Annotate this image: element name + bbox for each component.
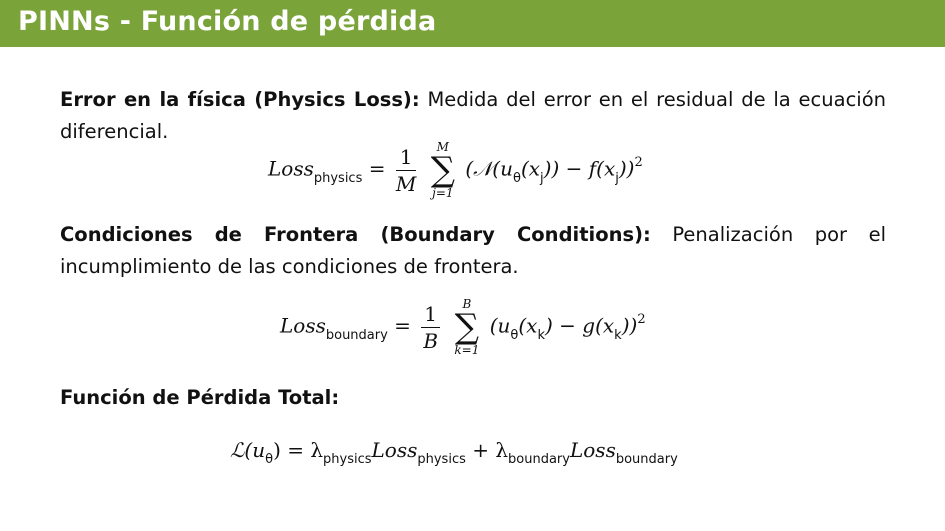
total-loss-heading: Función de Pérdida Total: xyxy=(60,386,340,409)
eq-physics-theta: θ xyxy=(512,170,521,186)
eq-total-lhs-close: ) = λ xyxy=(273,438,324,462)
eq-boundary-body2: (x xyxy=(518,313,538,338)
boundary-loss-equation: Loss$_{boundary}$ = $\frac{1}{B}$ B ∑ k=1 $(u_\theta(x_k) - g(x_k))^2$ xyxy=(280,297,646,357)
eq-total-term1: Loss xyxy=(371,438,418,462)
boundary-paragraph xyxy=(60,219,886,283)
eq-physics-lhs: Loss xyxy=(268,156,314,181)
physics-loss-heading: Error en la física (Physics Loss): xyxy=(60,88,420,111)
total-loss-paragraph xyxy=(60,382,886,414)
eq-physics-fraction xyxy=(396,144,416,197)
eq-boundary-fraction xyxy=(421,301,440,354)
boundary-heading: Condiciones de Frontera (Boundary Conditions): xyxy=(60,223,651,246)
eq-physics-body2: (x xyxy=(520,156,541,181)
eq-physics-idx: j xyxy=(540,170,544,186)
eq-physics-lhs-sub: physics xyxy=(313,170,363,186)
eq-total-lambda1-sub: physics xyxy=(323,452,372,467)
boundary-text: Penalización por el incumplimiento de las condiciones de frontera. xyxy=(60,223,886,278)
eq-physics-power: 2 xyxy=(634,154,643,170)
eq-boundary-lhs-sub: boundary xyxy=(325,327,388,343)
eq-physics-frac-den: M xyxy=(395,171,417,196)
eq-boundary-frac-den: B xyxy=(423,328,439,353)
slide-title: PINNs - Función de pérdida xyxy=(18,6,437,37)
eq-boundary-body: (u xyxy=(489,313,511,338)
physics-loss-paragraph xyxy=(60,84,886,148)
eq-boundary-lhs: Loss xyxy=(280,313,326,338)
eq-total-theta: θ xyxy=(265,452,274,467)
eq-total-lhs: ℒ(u xyxy=(230,438,266,462)
eq-physics-sum-lower: j=1 xyxy=(432,186,454,200)
eq-total-term1-sub: physics xyxy=(417,452,466,467)
eq-total-plus: + λ xyxy=(465,438,509,462)
eq-total-term2-sub: boundary xyxy=(615,452,678,467)
eq-boundary-sum: B ∑ k=1 xyxy=(454,297,480,357)
eq-boundary-idx: k xyxy=(537,327,545,343)
eq-boundary-sum-upper: B xyxy=(462,297,472,311)
eq-boundary-body3: ) − g(x xyxy=(545,313,615,338)
eq-boundary-sum-lower: k=1 xyxy=(454,343,480,357)
eq-boundary-body4: )) xyxy=(621,313,638,338)
eq-boundary-idx2: k xyxy=(614,327,622,343)
eq-boundary-power: 2 xyxy=(637,311,646,327)
total-loss-equation xyxy=(230,438,678,467)
physics-loss-text: Medida del error en el residual de la ecuación diferencial. xyxy=(60,88,887,143)
eq-physics-body4: )) xyxy=(618,156,635,181)
eq-boundary-theta: θ xyxy=(510,327,519,343)
eq-boundary-frac-num: 1 xyxy=(421,301,440,328)
eq-physics-idx2: j xyxy=(615,170,619,186)
eq-physics-body: (𝒩(u xyxy=(465,156,513,181)
eq-physics-sum: M ∑ j=1 xyxy=(430,140,455,200)
eq-total-lambda2-sub: boundary xyxy=(508,452,570,467)
eq-physics-frac-num: 1 xyxy=(396,144,416,171)
eq-physics-body3: )) − f(x xyxy=(543,156,616,181)
eq-physics-sum-upper: M xyxy=(436,140,449,154)
eq-total-term2: Loss xyxy=(569,438,616,462)
physics-loss-equation: Loss$_{physics}$ = $\frac{1}{M}$ M ∑ j=1 $(𝒩(u_\theta(x_j)) - f(x_j))^2$ xyxy=(268,140,643,200)
title-bar xyxy=(0,0,945,47)
